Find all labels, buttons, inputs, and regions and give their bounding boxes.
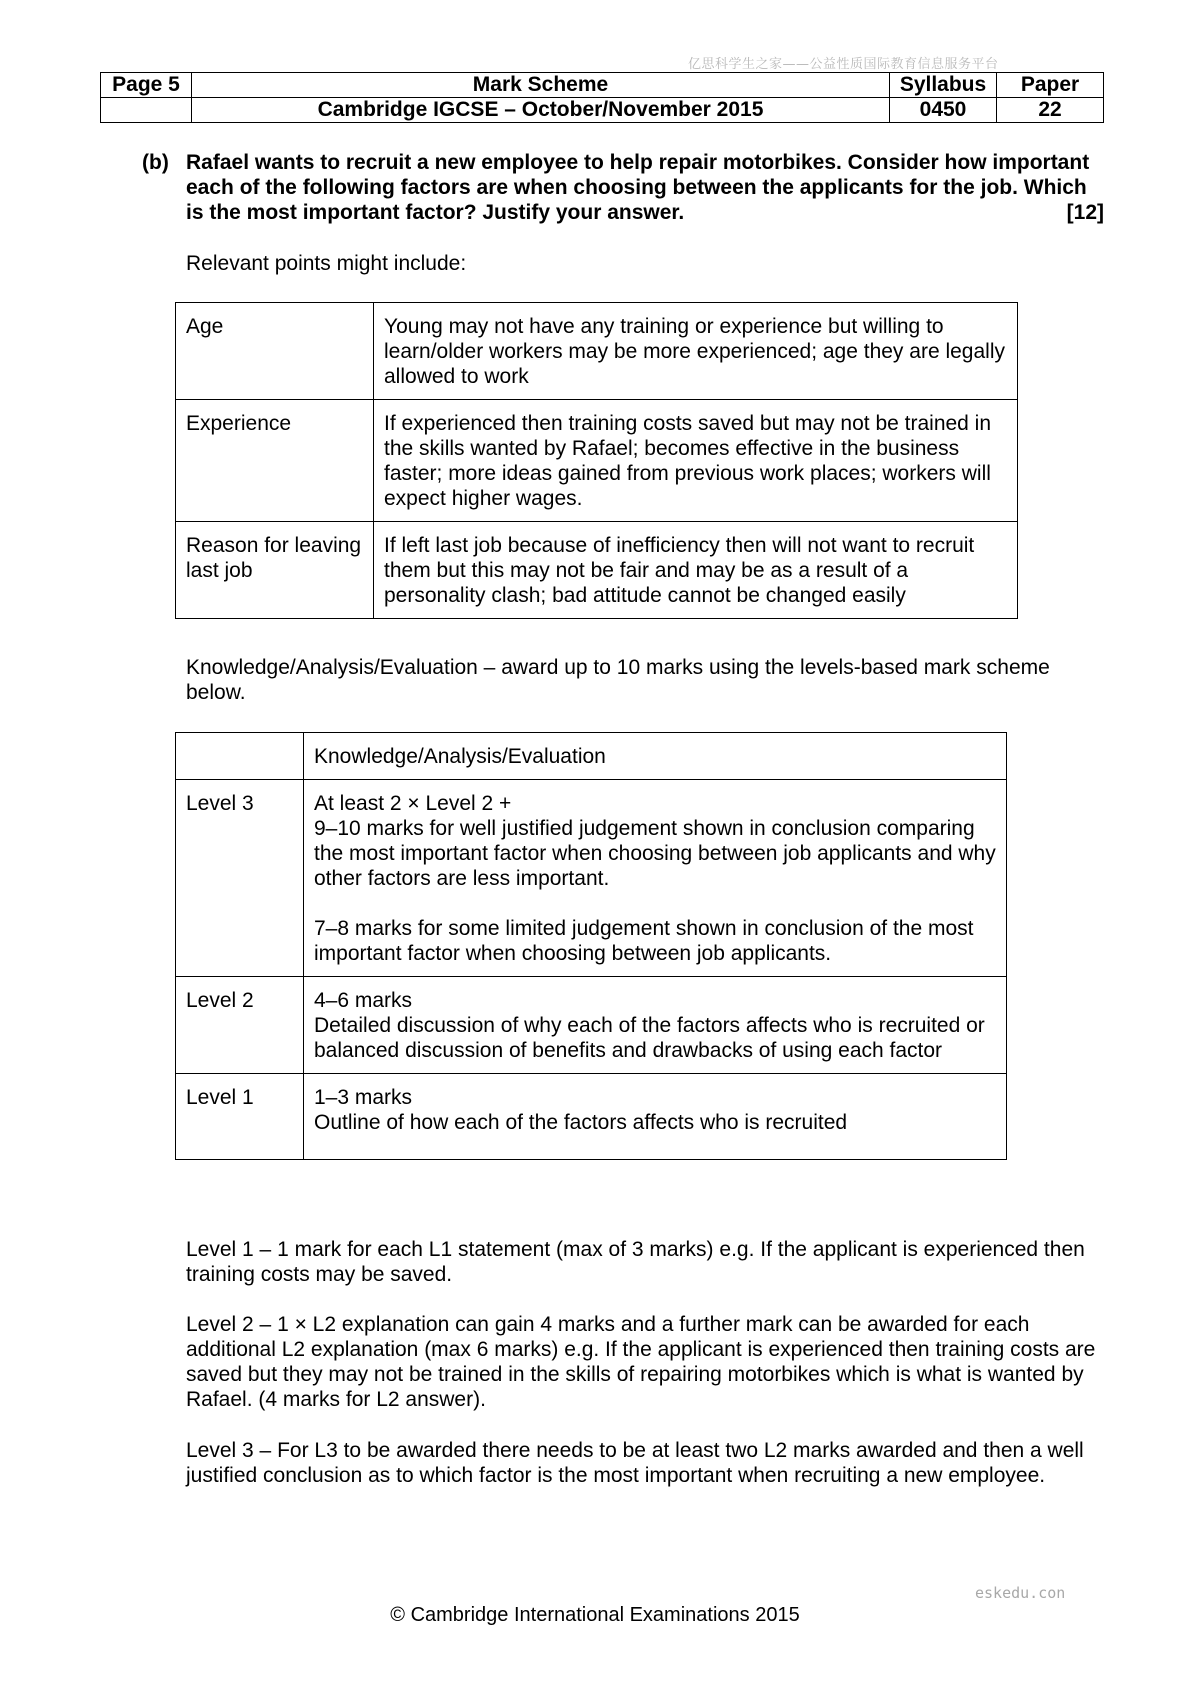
table-row <box>176 733 1007 780</box>
paper-label: Paper <box>997 73 1104 98</box>
question-label: (b) <box>142 151 169 174</box>
level-line: 9–10 marks for well justified judgement shown in conclusion comparing the most important factor when choosing between job applicants and why other factors are less important. <box>314 817 996 890</box>
question-text: Rafael wants to recruit a new employee to help repair motorbikes. Consider how important each of the following factors are when choosing between the applicants for the job. Which is the most important factor? Justify your answer. <box>186 151 1090 224</box>
description-cell: If left last job because of inefficiency then will not want to recruit them but this may not be fair and may be as a result of a personality clash; bad attitude cannot be changed easily <box>374 522 1018 619</box>
level-cell: Level 1 <box>176 1074 304 1160</box>
level-line: 7–8 marks for some limited judgement shown in conclusion of the most important factor when choosing between job applicants. <box>314 917 974 965</box>
relevant-points-intro: Relevant points might include: <box>186 252 467 275</box>
level-line: Outline of how each of the factors affects who is recruited <box>314 1111 848 1134</box>
doc-title: Mark Scheme <box>192 73 890 98</box>
watermark-bottom: eskedu.con <box>975 1584 1066 1602</box>
level-cell: Level 3 <box>176 780 304 977</box>
level-line: At least 2 × Level 2 + <box>314 792 512 815</box>
watermark-top: 亿思科学生之家——公益性质国际教育信息服务平台 <box>688 57 999 72</box>
levels-header: Knowledge/Analysis/Evaluation <box>304 733 1007 780</box>
table-row <box>176 1074 1007 1160</box>
points-table <box>175 302 1018 619</box>
kae-intro: Knowledge/Analysis/Evaluation – award up to 10 marks using the levels-based mark scheme below. <box>186 656 1050 704</box>
note-level-1: Level 1 – 1 mark for each L1 statement (max of 3 marks) e.g. If the applicant is experienced then training costs may be saved. <box>186 1238 1085 1286</box>
level-line: 1–3 marks <box>314 1086 413 1109</box>
header-table <box>100 72 1104 123</box>
table-row <box>176 522 1018 619</box>
level-cell: Level 2 <box>176 977 304 1074</box>
note-level-2: Level 2 – 1 × L2 explanation can gain 4 marks and a further mark can be awarded for each additional L2 explanation (max 6 marks) e.g. If the applicant is experienced then training costs are saved but they may not be trained in the skills of repairing motorbikes which is what is wanted by Rafael. (4 marks for L2 answer). <box>186 1313 1096 1411</box>
note-level-3: Level 3 – For L3 to be awarded there needs to be at least two L2 marks awarded and then a well justified conclusion as to which factor is the most important when recruiting a new employee. <box>186 1439 1084 1487</box>
paper-number: 22 <box>997 98 1104 123</box>
description-cell: If experienced then training costs saved but may not be trained in the skills wanted by Rafael; becomes effective in the business faster; more ideas gained from previous work places; workers will expect higher wages. <box>374 400 1018 522</box>
factor-cell: Age <box>176 303 374 400</box>
doc-subtitle: Cambridge IGCSE – October/November 2015 <box>192 98 890 123</box>
syllabus-label: Syllabus <box>890 73 997 98</box>
table-row <box>176 400 1018 522</box>
levels-table <box>175 732 1007 1160</box>
factor-cell: Experience <box>176 400 374 522</box>
level-line: 4–6 marks <box>314 989 413 1012</box>
page-number: Page 5 <box>101 73 192 98</box>
footer-copyright: © Cambridge International Examinations 2015 <box>390 1604 800 1626</box>
factor-cell: Reason for leaving last job <box>176 522 374 619</box>
level-description <box>304 1074 1007 1160</box>
table-row <box>176 977 1007 1074</box>
table-row <box>176 303 1018 400</box>
level-description <box>304 977 1007 1074</box>
question-marks: [12] <box>1066 201 1104 224</box>
description-cell: Young may not have any training or experience but willing to learn/older workers may be more experienced; age they are legally allowed to work <box>374 303 1018 400</box>
level-line: Detailed discussion of why each of the factors affects who is recruited or balanced discussion of benefits and drawbacks of using each factor <box>314 1014 985 1062</box>
table-row <box>176 780 1007 977</box>
level-description <box>304 780 1007 977</box>
syllabus-code: 0450 <box>890 98 997 123</box>
